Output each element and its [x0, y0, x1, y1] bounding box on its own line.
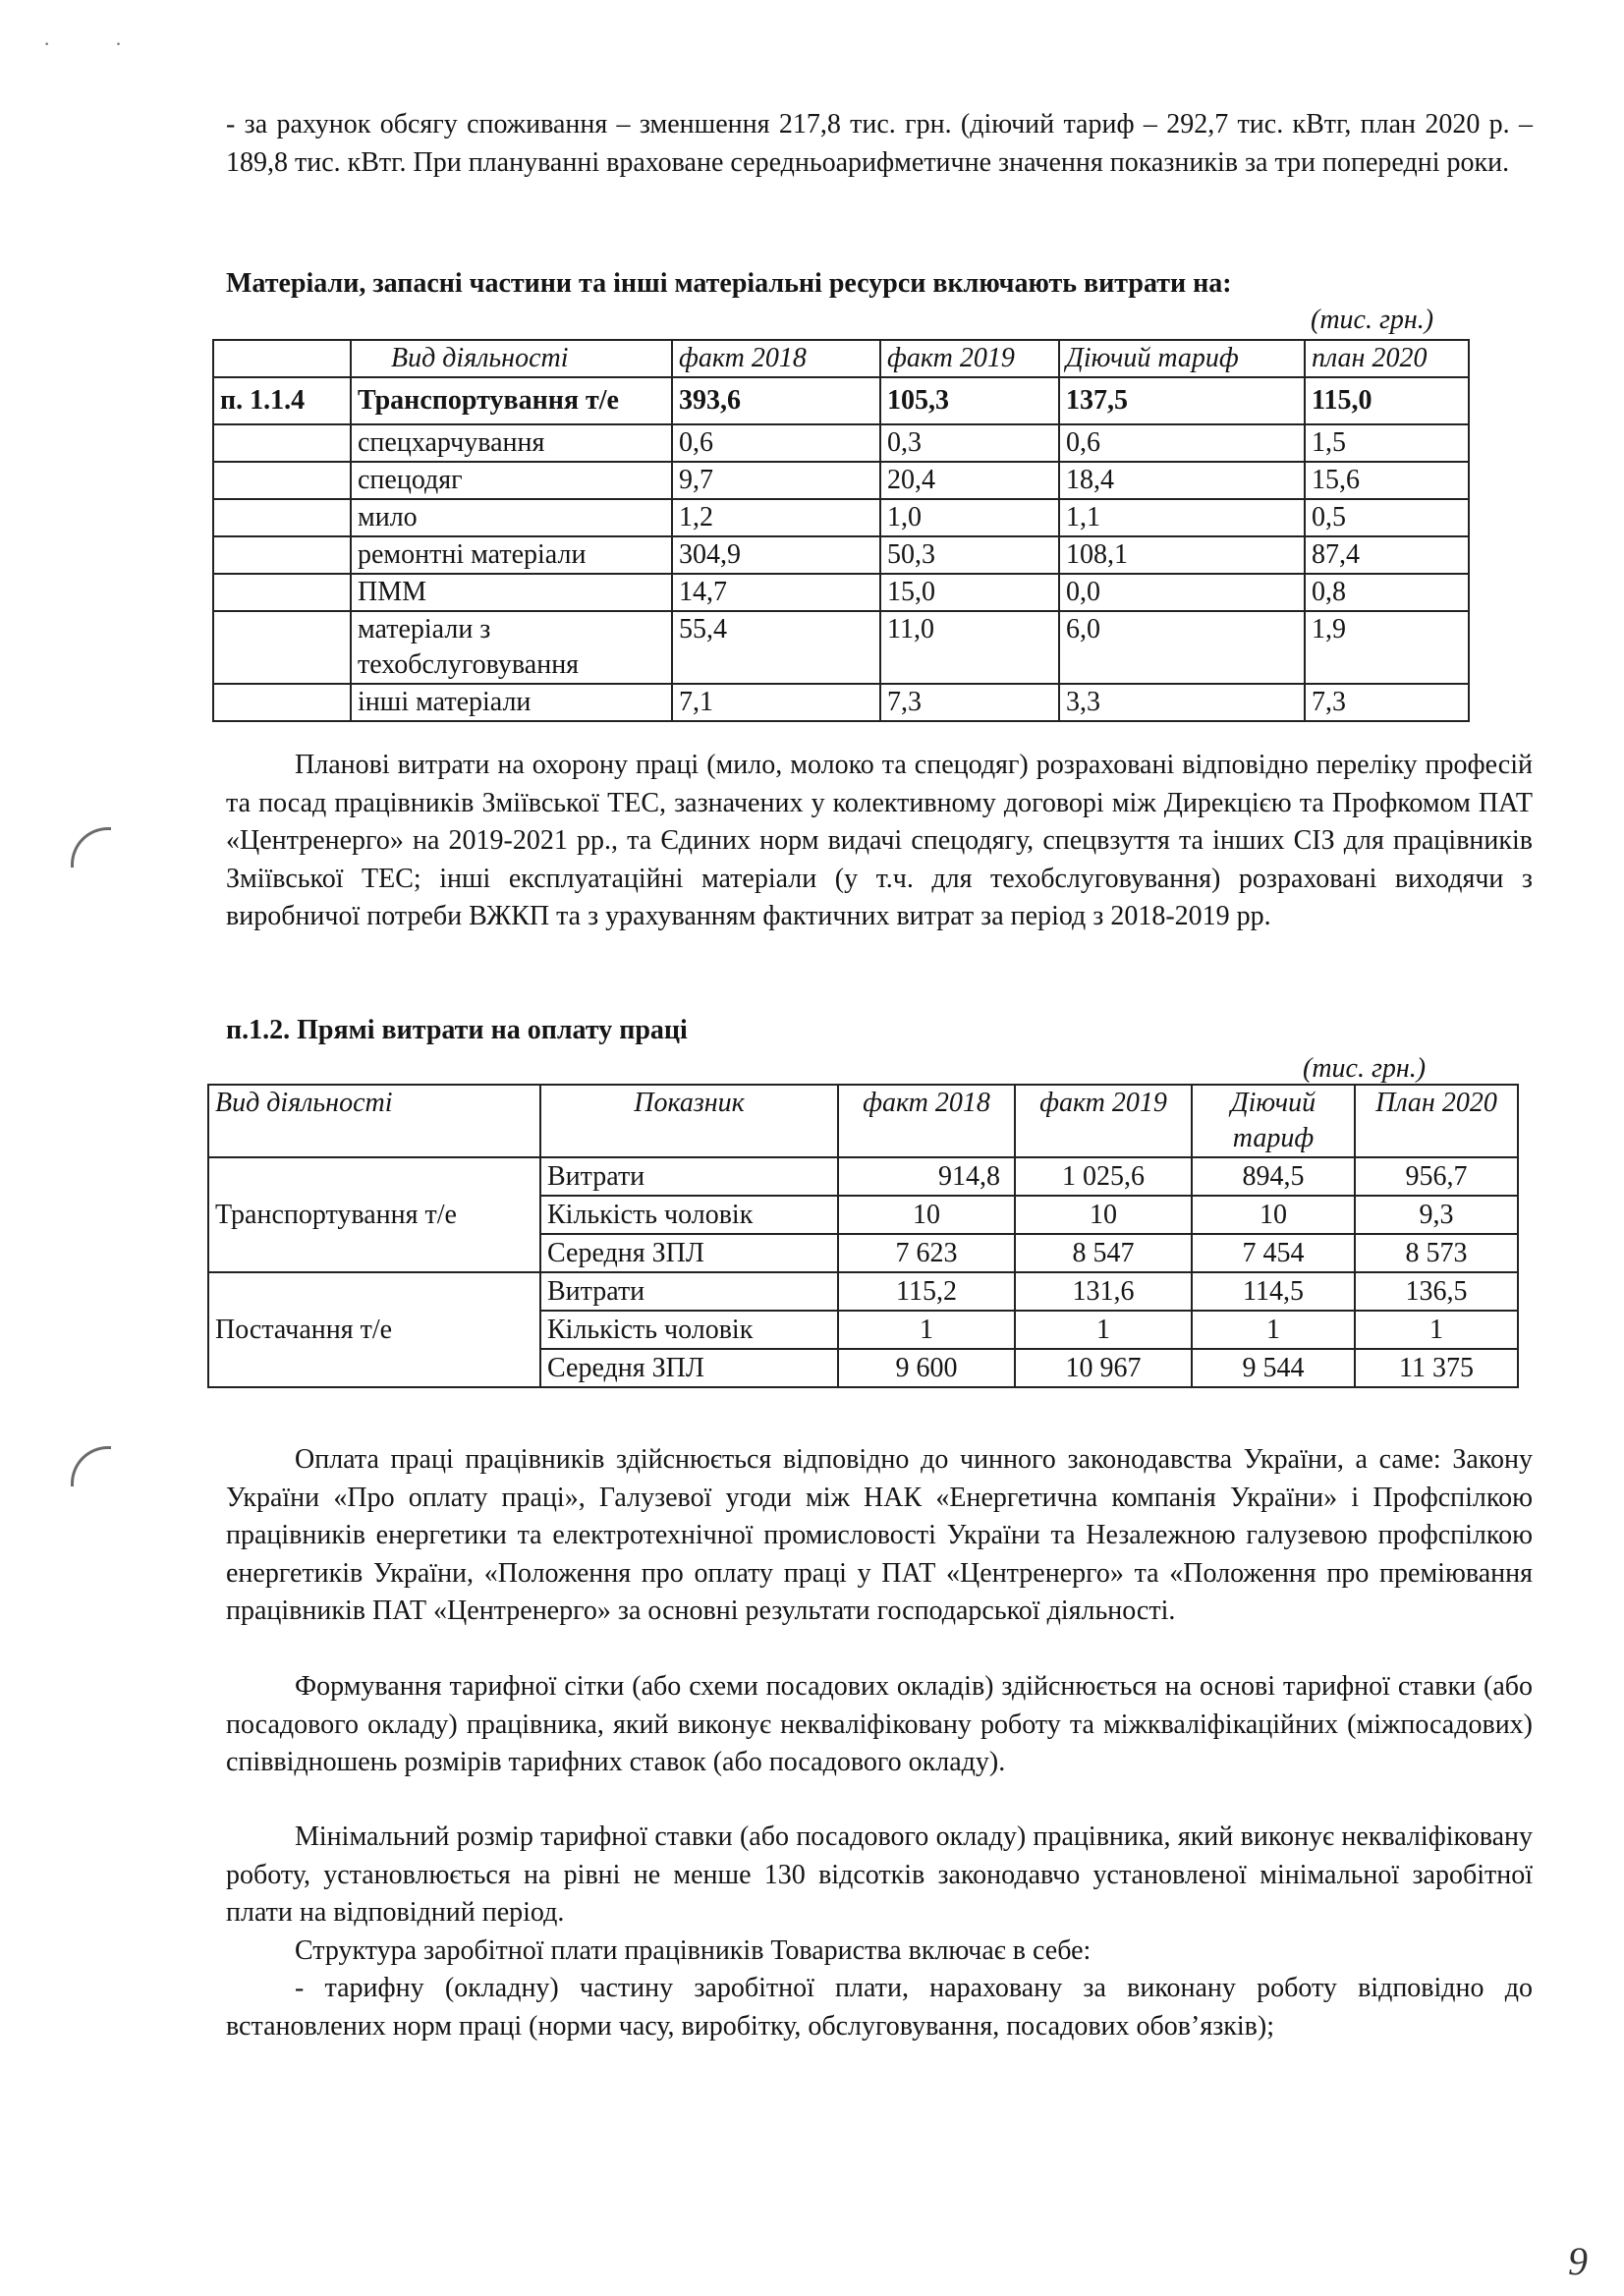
- table-cell: 8 573: [1355, 1234, 1518, 1272]
- table-cell: 9 600: [838, 1349, 1015, 1387]
- body-paragraph: - тарифну (окладну) частину заробітної плати, нараховану за виконану роботу відповідно до встановлених норм праці (норми часу, виробітку, обслуговування, посадових обов’язків);: [226, 1973, 1533, 2042]
- table-cell: [213, 574, 351, 611]
- table-cell: 115,2: [838, 1272, 1015, 1311]
- table-cell: 894,5: [1192, 1157, 1355, 1196]
- table-cell: 6,0: [1059, 611, 1305, 684]
- materials-col-header: Діючий тариф: [1059, 340, 1305, 377]
- labor-header-row: [208, 1085, 1518, 1157]
- labor-col-header: Показник: [540, 1085, 838, 1157]
- table-cell: 105,3: [880, 377, 1059, 424]
- labor-col-header: Діючий тариф: [1192, 1085, 1355, 1157]
- labor-col-header: факт 2019: [1015, 1085, 1192, 1157]
- table-row: [213, 536, 1469, 574]
- table-cell: 7 454: [1192, 1234, 1355, 1272]
- punch-hole-mark: [71, 1446, 111, 1486]
- table-cell: 0,5: [1305, 499, 1469, 536]
- table-cell: [213, 611, 351, 684]
- materials-col-header: Вид діяльності: [351, 340, 672, 377]
- scan-corner-marks: · ·: [43, 31, 152, 56]
- materials-col-header: факт 2019: [880, 340, 1059, 377]
- labor-unit: (тис. грн.): [1303, 1053, 1427, 1084]
- table-cell: 137,5: [1059, 377, 1305, 424]
- labor-table: [207, 1084, 1519, 1388]
- table-cell: ремонтні матеріали: [351, 536, 672, 574]
- table-cell: 108,1: [1059, 536, 1305, 574]
- table-cell: [213, 684, 351, 721]
- materials-note: Планові витрати на охорону праці (мило, молоко та спецодяг) розраховані відповідно переліку професій та посад працівників Зміївської ТЕС, зазначених у колективному договорі між Дирекцією та Профкомом ПАТ «Центренерго» на 2019-2021 рр., та Єдиних норм видачі спецодягу, спецвзуття та інших СІЗ для працівників Зміївської ТЕС; інші експлуатаційні матеріали (у т.ч. для техобслуговування) розраховані виходячи з виробничої потреби ВЖКП та з урахуванням фактичних витрат за період з 2018-2019 рр.: [226, 750, 1533, 931]
- table-cell: 1: [1015, 1311, 1192, 1349]
- materials-heading: Матеріали, запасні частини та інші матеріальні ресурси включають витрати на:: [226, 268, 1232, 299]
- materials-unit: (тис. грн.): [1311, 305, 1434, 335]
- materials-main-row: [213, 377, 1469, 424]
- table-cell: 11 375: [1355, 1349, 1518, 1387]
- table-cell: 7,3: [1305, 684, 1469, 721]
- table-cell: 55,4: [672, 611, 880, 684]
- page-number: 9: [1568, 2239, 1588, 2283]
- table-cell: 914,8: [838, 1157, 1015, 1196]
- table-cell: 0,8: [1305, 574, 1469, 611]
- table-cell: 115,0: [1305, 377, 1469, 424]
- table-cell: 10: [1192, 1196, 1355, 1234]
- body-paragraph: Структура заробітної плати працівників Товариства включає в себе:: [295, 1935, 1092, 1966]
- materials-col-header: план 2020: [1305, 340, 1469, 377]
- table-cell: Середня ЗПЛ: [540, 1234, 838, 1272]
- table-cell: 15,6: [1305, 462, 1469, 499]
- table-cell: 0,6: [672, 424, 880, 462]
- table-cell: 10: [838, 1196, 1015, 1234]
- table-cell: 18,4: [1059, 462, 1305, 499]
- table-cell: 304,9: [672, 536, 880, 574]
- table-cell: 9,7: [672, 462, 880, 499]
- labor-col-header: Вид діяльності: [208, 1085, 540, 1157]
- labor-col-header: План 2020: [1355, 1085, 1518, 1157]
- body-paragraph: Мінімальний розмір тарифної ставки (або посадового окладу) працівника, який виконує некваліфіковану роботу, установлюється на рівні не менше 130 відсотків законодавчо установленої мінімальної заробітної плати на відповідний період.: [226, 1821, 1533, 1928]
- table-cell: 50,3: [880, 536, 1059, 574]
- table-cell: 7 623: [838, 1234, 1015, 1272]
- materials-col-header: факт 2018: [672, 340, 880, 377]
- table-cell: 10: [1015, 1196, 1192, 1234]
- table-cell: 1,1: [1059, 499, 1305, 536]
- table-cell: 956,7: [1355, 1157, 1518, 1196]
- table-row: [213, 611, 1469, 684]
- activity-group-cell: Транспортування т/е: [208, 1157, 540, 1272]
- table-row: [213, 684, 1469, 721]
- table-cell: Кількість чоловік: [540, 1311, 838, 1349]
- table-row: [208, 1157, 1518, 1196]
- table-cell: 11,0: [880, 611, 1059, 684]
- table-cell: [213, 536, 351, 574]
- labor-heading: п.1.2. Прямі витрати на оплату праці: [226, 1015, 688, 1045]
- table-row: [208, 1272, 1518, 1311]
- table-cell: 0,6: [1059, 424, 1305, 462]
- table-cell: 1 025,6: [1015, 1157, 1192, 1196]
- table-cell: 9,3: [1355, 1196, 1518, 1234]
- table-cell: [213, 462, 351, 499]
- table-row: [213, 499, 1469, 536]
- table-cell: 1,5: [1305, 424, 1469, 462]
- table-cell: 7,3: [880, 684, 1059, 721]
- table-cell: 1: [1355, 1311, 1518, 1349]
- punch-hole-mark: [71, 827, 111, 868]
- table-cell: 87,4: [1305, 536, 1469, 574]
- table-cell: спецхарчування: [351, 424, 672, 462]
- table-cell: 1,2: [672, 499, 880, 536]
- table-cell: 8 547: [1015, 1234, 1192, 1272]
- table-cell: 15,0: [880, 574, 1059, 611]
- labor-col-header: факт 2018: [838, 1085, 1015, 1157]
- table-cell: 1: [838, 1311, 1015, 1349]
- table-cell: 0,3: [880, 424, 1059, 462]
- table-cell: мило: [351, 499, 672, 536]
- table-cell: 9 544: [1192, 1349, 1355, 1387]
- table-cell: спецодяг: [351, 462, 672, 499]
- table-cell: 114,5: [1192, 1272, 1355, 1311]
- table-row: [213, 574, 1469, 611]
- body-paragraph: Формування тарифної сітки (або схеми посадових окладів) здійснюється на основі тарифної ставки (або посадового окладу) працівника, який виконує некваліфіковану роботу та міжкваліфікаційних (міжпосадових) співвідношень розмірів тарифних ставок (або посадового окладу).: [226, 1671, 1533, 1777]
- table-cell: Кількість чоловік: [540, 1196, 838, 1234]
- table-cell: 1,0: [880, 499, 1059, 536]
- table-cell: Транспортування т/е: [351, 377, 672, 424]
- table-cell: 20,4: [880, 462, 1059, 499]
- activity-group-cell: Постачання т/е: [208, 1272, 540, 1387]
- table-cell: 1,9: [1305, 611, 1469, 684]
- table-cell: 136,5: [1355, 1272, 1518, 1311]
- table-cell: Витрати: [540, 1272, 838, 1311]
- materials-header-row: [213, 340, 1469, 377]
- table-cell: п. 1.1.4: [213, 377, 351, 424]
- table-cell: 10 967: [1015, 1349, 1192, 1387]
- body-paragraph: Оплата праці працівників здійснюється відповідно до чинного законодавства України, а саме: Закону України «Про оплату праці», Галузевої угоди між НАК «Енергетична компанія України» і Профспілкою працівників енергетики та електротехнічної промисловості України та Незалежною галузевою профспілкою енергетиків України, «Положення про оплату праці у ПАТ «Центренерго» та «Положення про преміювання працівників ПАТ «Центренерго» за основні результати господарської діяльності.: [226, 1444, 1533, 1626]
- materials-table: [212, 339, 1470, 722]
- table-cell: 393,6: [672, 377, 880, 424]
- intro-paragraph: - за рахунок обсягу споживання – зменшення 217,8 тис. грн. (діючий тариф – 292,7 тис. кВтг, план 2020 р. – 189,8 тис. кВтг. При плануванні враховане середньоарифметичне значення показників за три попередні роки.: [226, 109, 1533, 178]
- table-row: [213, 424, 1469, 462]
- table-cell: ПММ: [351, 574, 672, 611]
- table-cell: Середня ЗПЛ: [540, 1349, 838, 1387]
- table-cell: Витрати: [540, 1157, 838, 1196]
- table-cell: 7,1: [672, 684, 880, 721]
- table-cell: 131,6: [1015, 1272, 1192, 1311]
- table-cell: [213, 499, 351, 536]
- table-cell: інші матеріали: [351, 684, 672, 721]
- table-cell: 1: [1192, 1311, 1355, 1349]
- table-cell: матеріали з техобслуговування: [351, 611, 672, 684]
- table-row: [213, 462, 1469, 499]
- table-cell: 14,7: [672, 574, 880, 611]
- materials-col-header: [213, 340, 351, 377]
- table-cell: 0,0: [1059, 574, 1305, 611]
- table-cell: [213, 424, 351, 462]
- table-cell: 3,3: [1059, 684, 1305, 721]
